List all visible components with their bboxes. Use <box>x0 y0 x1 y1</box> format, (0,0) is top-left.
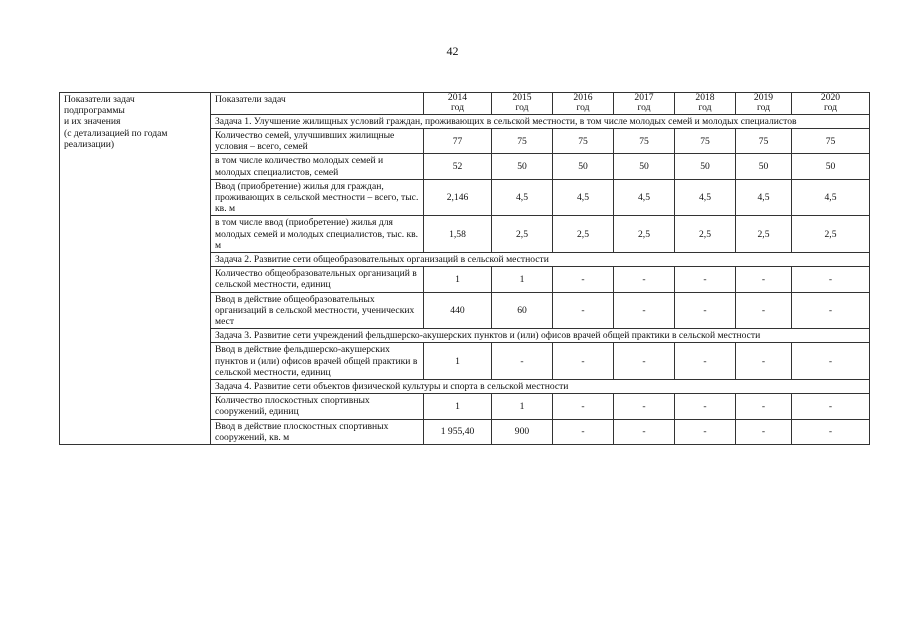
year-header <box>675 93 736 115</box>
task-title: Задача 2. Развитие сети общеобразовательных организаций в сельской местности <box>211 253 870 267</box>
indicator-label: в том числе ввод (приобретение) жилья для молодых семей и молодых специалистов, тыс. кв. м <box>211 216 424 253</box>
indicator-header: Показатели задач <box>211 93 424 115</box>
year-value: 2014 <box>447 92 468 103</box>
indicator-value: 2,5 <box>492 216 553 253</box>
task-title: Задача 1. Улучшение жилищных условий граждан, проживающих в сельской местности, в том числе молодых семей и молодых специалистов <box>211 114 870 128</box>
indicator-value: 2,5 <box>792 216 870 253</box>
indicator-value: 2,5 <box>614 216 675 253</box>
indicator-value: 440 <box>424 292 492 329</box>
indicator-value: - <box>675 394 736 419</box>
year-suffix: год <box>698 102 712 114</box>
indicator-value: 4,5 <box>736 179 792 216</box>
indicator-value: 50 <box>614 154 675 179</box>
left-header-line: подпрограммы <box>64 105 125 117</box>
indicator-value: - <box>675 267 736 292</box>
year-value: 2020 <box>820 92 841 103</box>
left-header-cell <box>60 93 211 445</box>
indicator-value: 4,5 <box>553 179 614 216</box>
indicator-label: Количество плоскостных спортивных сооружений, единиц <box>211 394 424 419</box>
indicator-value: 77 <box>424 129 492 154</box>
indicator-value: 50 <box>792 154 870 179</box>
indicator-value: 50 <box>736 154 792 179</box>
year-suffix: год <box>756 102 771 114</box>
indicator-value: 1 <box>424 343 492 380</box>
indicator-value: 75 <box>553 129 614 154</box>
indicator-value: 60 <box>492 292 553 329</box>
indicator-value: 1 <box>424 394 492 419</box>
year-header <box>553 93 614 115</box>
indicator-value: - <box>553 394 614 419</box>
indicator-value: 75 <box>792 129 870 154</box>
indicator-label: в том числе количество молодых семей и молодых специалистов, семей <box>211 154 424 179</box>
indicator-label: Ввод (приобретение) жилья для граждан, проживающих в сельской местности – всего, тыс. кв. м <box>211 179 424 216</box>
header-row <box>60 93 870 115</box>
indicator-value: 1,58 <box>424 216 492 253</box>
indicator-value: - <box>614 343 675 380</box>
page-number: 42 <box>446 44 459 58</box>
task-title: Задача 4. Развитие сети объектов физической культуры и спорта в сельской местности <box>211 380 870 394</box>
indicator-label: Ввод в действие общеобразовательных организаций в сельской местности, ученических мест <box>211 292 424 329</box>
left-header-line: реализации) <box>64 138 115 150</box>
indicator-value: 50 <box>553 154 614 179</box>
indicator-value: 4,5 <box>675 179 736 216</box>
left-header-line: (с детализацией по годам <box>64 127 168 139</box>
left-header-line: и их значения <box>64 116 121 128</box>
indicators-table <box>59 92 870 445</box>
year-header <box>492 93 553 115</box>
year-suffix: год <box>515 102 529 114</box>
indicator-value: 4,5 <box>614 179 675 216</box>
indicator-value: 75 <box>675 129 736 154</box>
year-suffix: год <box>576 102 590 114</box>
indicator-label: Количество общеобразовательных организаций в сельской местности, единиц <box>211 267 424 292</box>
indicator-value: - <box>553 292 614 329</box>
year-header <box>792 93 870 115</box>
indicator-value: - <box>614 419 675 444</box>
indicator-value: - <box>736 394 792 419</box>
indicator-value: - <box>792 394 870 419</box>
indicator-value: 1 955,40 <box>424 419 492 444</box>
indicator-value: 50 <box>492 154 553 179</box>
indicator-value: 2,5 <box>736 216 792 253</box>
indicator-value: 75 <box>614 129 675 154</box>
indicator-value: 2,5 <box>675 216 736 253</box>
indicator-value: - <box>675 419 736 444</box>
indicator-value: - <box>553 267 614 292</box>
indicator-value: - <box>792 267 870 292</box>
indicator-value: - <box>553 343 614 380</box>
year-value: 2019 <box>753 92 774 103</box>
year-value: 2018 <box>695 92 715 103</box>
indicator-value: - <box>614 292 675 329</box>
year-header <box>736 93 792 115</box>
indicator-label: Ввод в действие фельдшерско-акушерских пунктов и (или) офисов врачей общей практики в сельской местности, единиц <box>211 343 424 380</box>
year-suffix: год <box>450 102 465 114</box>
indicator-value: - <box>736 419 792 444</box>
indicator-value: 1 <box>492 267 553 292</box>
indicator-value: - <box>675 292 736 329</box>
indicator-value: - <box>736 343 792 380</box>
indicator-value: - <box>614 394 675 419</box>
left-header-line: Показатели задач <box>64 94 135 105</box>
indicator-value: 52 <box>424 154 492 179</box>
indicator-value: 4,5 <box>492 179 553 216</box>
indicator-value: 4,5 <box>792 179 870 216</box>
indicator-value: - <box>792 292 870 329</box>
indicator-value: - <box>792 343 870 380</box>
year-header <box>614 93 675 115</box>
year-value: 2016 <box>573 92 593 103</box>
indicator-value: 2,146 <box>424 179 492 216</box>
indicator-value: - <box>614 267 675 292</box>
indicator-value: 75 <box>492 129 553 154</box>
indicator-value: - <box>792 419 870 444</box>
indicator-value: - <box>736 267 792 292</box>
indicator-value: - <box>675 343 736 380</box>
year-value: 2015 <box>512 92 532 103</box>
task-title: Задача 3. Развитие сети учреждений фельдшерско-акушерских пунктов и (или) офисов врачей общей практики в сельской местности <box>211 329 870 343</box>
indicator-label: Количество семей, улучшивших жилищные условия – всего, семей <box>211 129 424 154</box>
indicator-value: 1 <box>424 267 492 292</box>
indicator-value: - <box>736 292 792 329</box>
year-header <box>424 93 492 115</box>
indicator-label: Ввод в действие плоскостных спортивных сооружений, кв. м <box>211 419 424 444</box>
indicator-value: - <box>492 343 553 380</box>
indicator-value: 1 <box>492 394 553 419</box>
indicator-value: 900 <box>492 419 553 444</box>
indicator-value: - <box>553 419 614 444</box>
year-value: 2017 <box>634 92 654 103</box>
indicator-value: 50 <box>675 154 736 179</box>
year-suffix: год <box>823 102 838 114</box>
indicator-value: 2,5 <box>553 216 614 253</box>
indicator-value: 75 <box>736 129 792 154</box>
year-suffix: год <box>637 102 651 114</box>
